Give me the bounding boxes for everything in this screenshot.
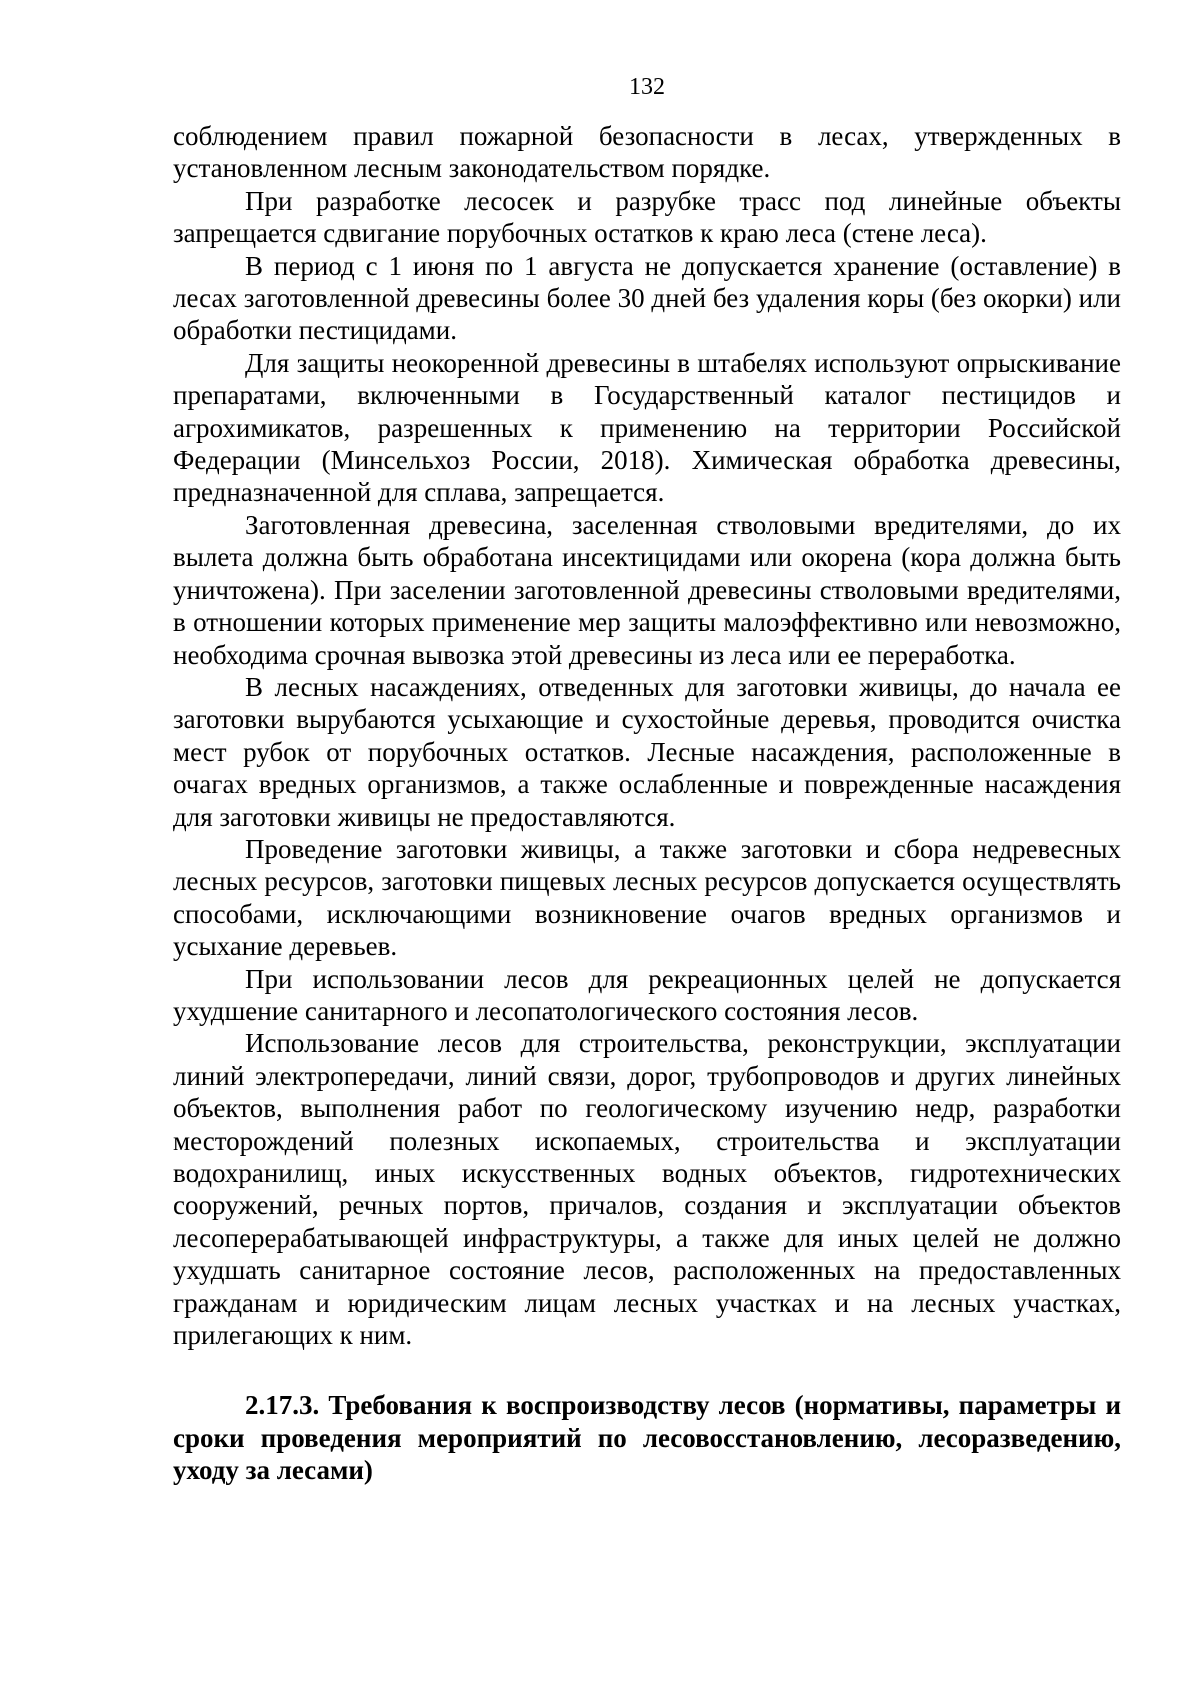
paragraph-wood-protection: Для защиты неокоренной древесины в штабелях используют опрыскивание препаратами, включенными в Государственный каталог пестицидов и агрохимикатов, разрешенных к применению на территории Российской Федерации (Минсельхоз России, 2018). Химическая обработка древесины, предназначенной для сплава, запрещается. [173,347,1121,508]
paragraph-construction-use: Использование лесов для строительства, реконструкции, эксплуатации линий электропередачи, линий связи, дорог, трубопроводов и других линейных объектов, выполнения работ по геологическому изучению недр, разработки месторождений полезных ископаемых, строительства и эксплуатации водохранилищ, иных искусственных водных объектов, гидротехнических сооружений, речных портов, причалов, создания и эксплуатации объектов лесоперерабатывающей инфраструктуры, а также для иных целей не должно ухудшать санитарное состояние лесов, расположенных на предоставленных гражданам и юридическим лицам лесных участках и на лесных участках, прилегающих к ним. [173,1028,1121,1351]
paragraph-logging-residues: При разработке лесосек и разрубке трасс под линейные объекты запрещается сдвигание порубочных остатков к краю леса (стене леса). [173,185,1121,249]
paragraph-non-timber-resources: Проведение заготовки живицы, а также заготовки и сбора недревесных лесных ресурсов, заготовки пищевых лесных ресурсов допускается осуществлять способами, исключающими возникновение очагов вредных организмов и усыхание деревьев. [173,833,1121,962]
paragraph-wood-storage: В период с 1 июня по 1 августа не допускается хранение (оставление) в лесах заготовленной древесины более 30 дней без удаления коры (без окорки) или обработки пестицидами. [173,250,1121,346]
paragraph-fire-safety: соблюдением правил пожарной безопасности в лесах, утвержденных в установленном лесным законодательством порядке. [173,121,1121,184]
paragraph-recreation: При использовании лесов для рекреационных целей не допускается ухудшение санитарного и лесопатологического состояния лесов. [173,963,1121,1026]
document-body [173,120,1121,1487]
paragraph-infested-wood: Заготовленная древесина, заселенная стволовыми вредителями, до их вылета должна быть обработана инсектицидами или окорена (кора должна быть уничтожена). При заселении заготовленной древесины стволовыми вредителями, в отношении которых применение мер защиты малоэффективно или невозможно, необходима срочная вывозка этой древесины из леса или ее переработка. [173,509,1121,670]
paragraph-resin-harvesting: В лесных насаждениях, отведенных для заготовки живицы, до начала ее заготовки вырубаются усыхающие и сухостойные деревья, проводится очистка мест рубок от порубочных остатков. Лесные насаждения, расположенные в очагах вредных организмов, а также ослабленные и поврежденные насаждения для заготовки живицы не предоставляются. [173,671,1121,832]
page-number: 132 [629,74,665,100]
section-heading: 2.17.3. Требования к воспроизводству лесов (нормативы, параметры и сроки проведения мероприятий по лесовосстановлению, лесоразведению, уходу за лесами) [173,1390,1121,1486]
